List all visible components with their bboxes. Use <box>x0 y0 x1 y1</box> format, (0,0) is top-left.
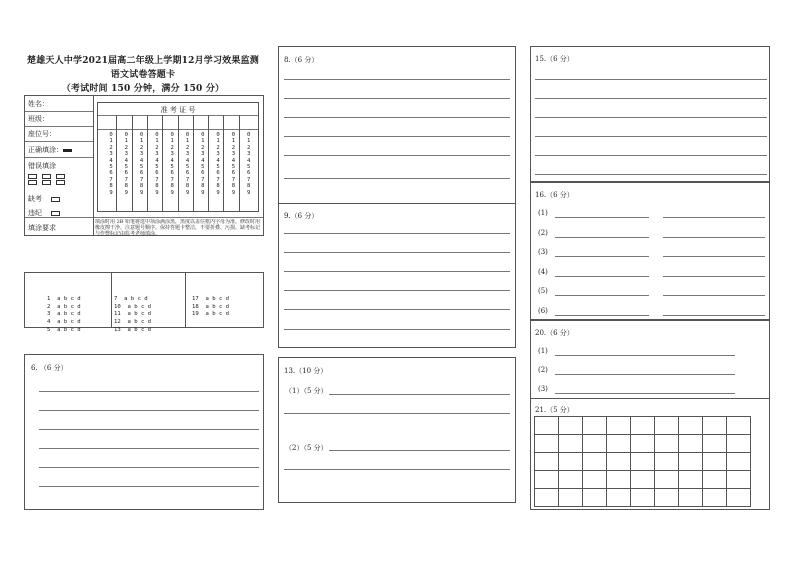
digit-option[interactable]: 5 <box>247 164 251 171</box>
digit-option[interactable]: 2 <box>109 144 113 151</box>
digit-option[interactable]: 6 <box>201 170 205 177</box>
digit-option[interactable]: 1 <box>155 138 159 145</box>
digit-option[interactable]: 7 <box>170 176 174 183</box>
grid-cell[interactable] <box>655 489 679 507</box>
answer-line[interactable] <box>555 393 735 394</box>
answer-line[interactable] <box>555 256 649 257</box>
grid-cell[interactable] <box>703 435 727 453</box>
digit-option[interactable]: 8 <box>124 183 128 190</box>
digit-option[interactable]: 6 <box>231 170 236 177</box>
grid-cell[interactable] <box>607 489 631 507</box>
exam-number-digit-column[interactable] <box>106 132 116 196</box>
digit-option[interactable]: 2 <box>124 144 128 151</box>
digit-option[interactable]: 8 <box>109 183 113 190</box>
grid-cell[interactable] <box>583 435 607 453</box>
question-13-part-2: （2）（5 分） <box>285 444 328 452</box>
exam-number-title: 准 考 证 号 <box>160 106 196 114</box>
answer-line[interactable] <box>663 256 765 257</box>
question-13-part-1: （1）（5 分） <box>285 387 328 395</box>
grid-cell[interactable] <box>679 489 703 507</box>
grid-cell[interactable] <box>631 417 655 435</box>
answer-line[interactable] <box>555 295 649 296</box>
digit-option[interactable]: 4 <box>124 157 128 164</box>
grid-cell[interactable] <box>559 435 583 453</box>
digit-option[interactable]: 7 <box>109 176 113 183</box>
exam-number-digit-column[interactable] <box>198 132 208 196</box>
digit-option[interactable]: 0 <box>124 132 128 138</box>
grid-cell[interactable] <box>583 453 607 471</box>
name-label: 姓名： <box>28 100 49 108</box>
digit-option[interactable]: 9 <box>216 189 220 196</box>
digit-option[interactable]: 4 <box>201 157 205 164</box>
digit-option[interactable]: 8 <box>155 183 159 190</box>
exam-number-grid[interactable] <box>97 102 259 212</box>
question-9-title: 9.（6 分） <box>284 212 319 220</box>
digit-option[interactable]: 5 <box>185 164 190 171</box>
digit-option[interactable]: 7 <box>155 176 159 183</box>
digit-option[interactable]: 7 <box>201 176 205 183</box>
digit-option[interactable]: 2 <box>185 144 190 151</box>
digit-option[interactable]: 7 <box>216 176 220 183</box>
correct-fill-label: 正确填涂： <box>28 145 72 155</box>
digit-option[interactable]: 1 <box>185 138 190 145</box>
fill-requirement-text: 填涂时用 2B 铅笔将选中项涂满涂黑，黑度以盖住框内字母为准。修改时用橡皮擦干净。注意题号顺序。保持答题卡整洁，不要折叠、污损。缺考标记与作弊标记由监考老师填涂。 <box>95 219 261 236</box>
digit-option[interactable]: 3 <box>170 151 174 158</box>
exam-number-digit-column[interactable] <box>228 132 238 196</box>
digit-option[interactable]: 4 <box>185 157 190 164</box>
answer-line[interactable] <box>663 276 765 277</box>
grid-cell[interactable] <box>559 417 583 435</box>
fill-requirement-label: 填涂要求 <box>28 224 56 232</box>
grid-cell[interactable] <box>679 471 703 489</box>
absent-label: 缺考 <box>28 194 60 204</box>
answer-line[interactable] <box>555 217 649 218</box>
grid-cell[interactable] <box>535 417 559 435</box>
grid-cell[interactable] <box>679 417 703 435</box>
digit-option[interactable]: 9 <box>155 189 159 196</box>
digit-option[interactable]: 3 <box>247 151 251 158</box>
exam-number-digit-column[interactable] <box>183 132 193 196</box>
digit-option[interactable]: 3 <box>201 151 205 158</box>
grid-cell[interactable] <box>559 489 583 507</box>
time-note: （考试时间 150 分钟，满分 150 分） <box>61 84 225 94</box>
writing-grid[interactable] <box>534 416 751 507</box>
question-16-box[interactable] <box>530 182 770 320</box>
grid-cell[interactable] <box>631 489 655 507</box>
grid-cell[interactable] <box>535 435 559 453</box>
digit-option[interactable]: 6 <box>124 170 128 177</box>
grid-cell[interactable] <box>607 453 631 471</box>
digit-option[interactable]: 3 <box>231 151 236 158</box>
digit-option[interactable]: 8 <box>185 183 190 190</box>
info-block <box>24 95 264 236</box>
question-20-item-label: (3) <box>538 385 548 393</box>
digit-option[interactable]: 0 <box>155 132 159 138</box>
question-15-box[interactable] <box>530 46 770 182</box>
digit-option[interactable]: 6 <box>155 170 159 177</box>
digit-option[interactable]: 4 <box>139 157 144 164</box>
digit-option[interactable]: 1 <box>139 138 144 145</box>
digit-option[interactable]: 4 <box>170 157 174 164</box>
digit-option[interactable]: 3 <box>185 151 190 158</box>
digit-option[interactable]: 6 <box>139 170 144 177</box>
digit-option[interactable]: 2 <box>155 144 159 151</box>
digit-option[interactable]: 9 <box>139 189 144 196</box>
digit-option[interactable]: 7 <box>185 176 190 183</box>
grid-cell[interactable] <box>607 471 631 489</box>
digit-option[interactable]: 6 <box>216 170 220 177</box>
digit-option[interactable]: 5 <box>124 164 128 171</box>
digit-option[interactable]: 0 <box>139 132 144 138</box>
digit-option[interactable]: 9 <box>109 189 113 196</box>
digit-option[interactable]: 1 <box>231 138 236 145</box>
grid-cell[interactable] <box>583 471 607 489</box>
digit-option[interactable]: 1 <box>201 138 205 145</box>
grid-cell[interactable] <box>631 453 655 471</box>
grid-cell[interactable] <box>655 471 679 489</box>
grid-cell[interactable] <box>535 489 559 507</box>
digit-option[interactable]: 9 <box>247 189 251 196</box>
digit-option[interactable]: 8 <box>201 183 205 190</box>
digit-option[interactable]: 0 <box>185 132 190 138</box>
digit-option[interactable]: 5 <box>170 164 174 171</box>
digit-option[interactable]: 2 <box>216 144 220 151</box>
question-21-box[interactable] <box>530 398 770 510</box>
digit-option[interactable]: 0 <box>170 132 174 138</box>
answer-line[interactable] <box>663 295 765 296</box>
grid-cell[interactable] <box>703 417 727 435</box>
grid-cell[interactable] <box>727 489 751 507</box>
grid-cell[interactable] <box>727 453 751 471</box>
grid-cell[interactable] <box>727 417 751 435</box>
digit-option[interactable]: 5 <box>216 164 220 171</box>
grid-cell[interactable] <box>607 435 631 453</box>
digit-option[interactable]: 9 <box>185 189 190 196</box>
digit-option[interactable]: 1 <box>124 138 128 145</box>
digit-option[interactable]: 0 <box>247 132 251 138</box>
grid-cell[interactable] <box>655 453 679 471</box>
grid-cell[interactable] <box>535 453 559 471</box>
digit-option[interactable]: 5 <box>109 164 113 171</box>
exam-number-digit-column[interactable] <box>121 132 131 196</box>
exam-number-digit-column[interactable] <box>213 132 223 196</box>
digit-option[interactable]: 9 <box>170 189 174 196</box>
digit-option[interactable]: 4 <box>109 157 113 164</box>
question-16-item-label: (1) <box>538 209 548 217</box>
seat-label: 座位号： <box>28 130 56 138</box>
violation-checkbox[interactable] <box>51 211 60 216</box>
digit-option[interactable]: 5 <box>231 164 236 171</box>
question-15-title: 15.（6 分） <box>535 55 574 63</box>
question-13-title: 13.（10 分） <box>284 367 328 375</box>
digit-option[interactable]: 3 <box>155 151 159 158</box>
grid-cell[interactable] <box>559 471 583 489</box>
digit-option[interactable]: 9 <box>231 189 236 196</box>
exam-number-digit-column[interactable] <box>244 132 254 196</box>
digit-option[interactable]: 0 <box>216 132 220 138</box>
filled-mark-icon <box>63 149 72 152</box>
grid-cell[interactable] <box>607 417 631 435</box>
wrong-fill-marks-icon <box>28 173 65 185</box>
answer-line[interactable] <box>555 374 735 375</box>
digit-option[interactable]: 3 <box>139 151 144 158</box>
grid-cell[interactable] <box>631 471 655 489</box>
digit-option[interactable]: 7 <box>124 176 128 183</box>
violation-label: 违纪 <box>28 208 60 218</box>
exam-number-digit-column[interactable] <box>152 132 162 196</box>
grid-cell[interactable] <box>727 435 751 453</box>
grid-cell[interactable] <box>655 417 679 435</box>
question-20-item-label: (1) <box>538 347 548 355</box>
grid-cell[interactable] <box>703 471 727 489</box>
answer-line[interactable] <box>555 355 735 356</box>
exam-number-digit-column[interactable] <box>137 132 147 196</box>
digit-option[interactable]: 2 <box>231 144 236 151</box>
digit-option[interactable]: 8 <box>247 183 251 190</box>
exam-title: 楚雄天人中学2021届高二年级上学期12月学习效果监测 <box>27 56 259 66</box>
question-16-item-label: (3) <box>538 248 548 256</box>
grid-cell[interactable] <box>679 453 703 471</box>
digit-option[interactable]: 8 <box>139 183 144 190</box>
digit-option[interactable]: 4 <box>231 157 236 164</box>
digit-option[interactable]: 2 <box>139 144 144 151</box>
digit-option[interactable]: 8 <box>170 183 174 190</box>
digit-option[interactable]: 3 <box>124 151 128 158</box>
digit-option[interactable]: 8 <box>216 183 220 190</box>
digit-option[interactable]: 5 <box>155 164 159 171</box>
digit-option[interactable]: 1 <box>216 138 220 145</box>
question-16-title: 16.（6 分） <box>535 191 574 199</box>
digit-option[interactable]: 2 <box>170 144 174 151</box>
digit-option[interactable]: 1 <box>109 138 113 145</box>
digit-option[interactable]: 6 <box>185 170 190 177</box>
digit-option[interactable]: 2 <box>201 144 205 151</box>
answer-line[interactable] <box>555 315 649 316</box>
question-13-box[interactable] <box>278 357 516 503</box>
digit-option[interactable]: 3 <box>216 151 220 158</box>
digit-option[interactable]: 4 <box>155 157 159 164</box>
question-8-title: 8.（6 分） <box>284 56 319 64</box>
question-20-title: 20.（6 分） <box>535 329 574 337</box>
grid-cell[interactable] <box>703 489 727 507</box>
digit-option[interactable]: 1 <box>247 138 251 145</box>
question-9-box[interactable] <box>278 203 516 348</box>
card-subtitle: 语文试卷答题卡 <box>110 70 176 80</box>
digit-option[interactable]: 6 <box>109 170 113 177</box>
grid-cell[interactable] <box>727 471 751 489</box>
question-16-item-label: (5) <box>538 287 548 295</box>
question-20-box[interactable] <box>530 320 770 399</box>
question-6-title: 6. （6 分） <box>31 364 68 372</box>
mc-column-1[interactable]: 1 a b c d 2 a b c d 3 a b c d 4 a b c d 5 a b c d <box>47 296 81 333</box>
digit-option[interactable]: 1 <box>170 138 174 145</box>
digit-option[interactable]: 8 <box>231 183 236 190</box>
grid-cell[interactable] <box>583 489 607 507</box>
digit-option[interactable]: 3 <box>109 151 113 158</box>
digit-option[interactable]: 7 <box>139 176 144 183</box>
grid-cell[interactable] <box>631 435 655 453</box>
question-16-item-label: (2) <box>538 228 548 237</box>
grid-cell[interactable] <box>535 471 559 489</box>
question-20-item-label: (2) <box>538 366 548 374</box>
digit-option[interactable]: 0 <box>109 132 113 138</box>
digit-option[interactable]: 9 <box>201 189 205 196</box>
grid-cell[interactable] <box>655 435 679 453</box>
answer-line[interactable] <box>555 237 649 238</box>
grid-cell[interactable] <box>583 417 607 435</box>
mc-column-3[interactable]: 17 a b c d 18 a b c d 19 a b c d <box>192 296 230 318</box>
question-21-title: 21.（5 分） <box>535 406 574 414</box>
grid-cell[interactable] <box>703 453 727 471</box>
question-16-item-label: (6) <box>538 306 548 315</box>
digit-option[interactable]: 9 <box>124 189 128 196</box>
grid-cell[interactable] <box>679 435 703 453</box>
digit-option[interactable]: 7 <box>247 176 251 183</box>
absent-checkbox[interactable] <box>51 197 60 202</box>
question-16-item-label: (4) <box>538 267 548 276</box>
grid-cell[interactable] <box>559 453 583 471</box>
digit-option[interactable]: 2 <box>247 144 251 151</box>
digit-option[interactable]: 5 <box>139 164 144 171</box>
digit-option[interactable]: 4 <box>216 157 220 164</box>
wrong-fill-label: 错误填涂 <box>28 162 56 170</box>
question-6-box[interactable] <box>24 354 264 510</box>
answer-line[interactable] <box>663 237 765 238</box>
answer-line[interactable] <box>663 217 765 218</box>
digit-option[interactable]: 7 <box>231 176 236 183</box>
digit-option[interactable]: 6 <box>170 170 174 177</box>
digit-option[interactable]: 5 <box>201 164 205 171</box>
question-8-box[interactable] <box>278 46 516 204</box>
answer-line[interactable] <box>555 276 649 277</box>
digit-option[interactable]: 6 <box>247 170 251 177</box>
mc-column-2[interactable]: 7 a b c d 10 a b c d 11 a b c d 12 a b c d 13 a b c d <box>114 296 152 333</box>
class-label: 班级： <box>28 115 49 123</box>
answer-line[interactable] <box>663 315 765 316</box>
digit-option[interactable]: 0 <box>231 132 236 138</box>
exam-number-digit-column[interactable] <box>167 132 177 196</box>
digit-option[interactable]: 0 <box>201 132 205 138</box>
digit-option[interactable]: 4 <box>247 157 251 164</box>
multiple-choice-block <box>24 272 264 333</box>
